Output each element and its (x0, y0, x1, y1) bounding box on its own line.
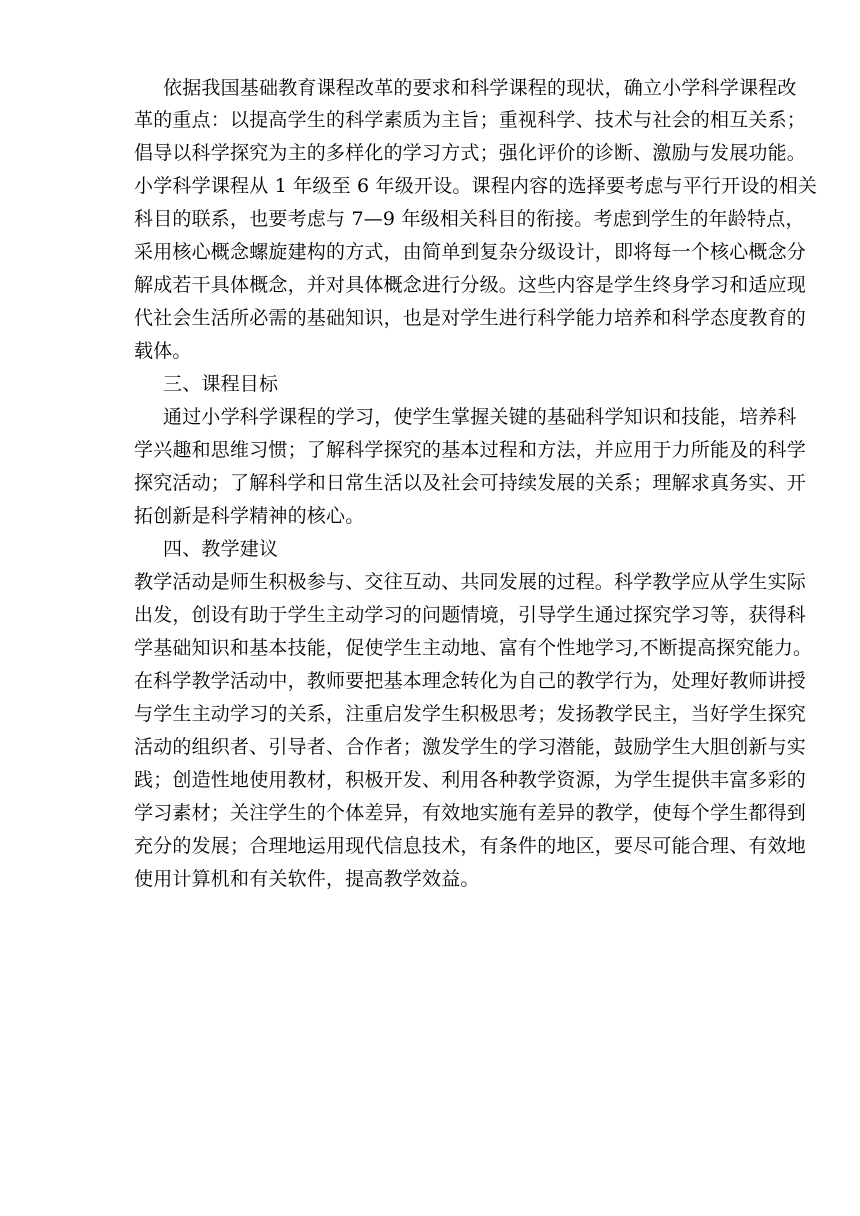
paragraph-line: 通过小学科学课程的学习，使学生掌握关键的基础科学知识和技能，培养科 (163, 406, 797, 428)
paragraph-line: 学兴趣和思维习惯；了解科学探究的基本过程和方法，并应用于力所能及的科学 (134, 439, 807, 461)
paragraph-line: 探究活动；了解科学和日常生活以及社会可持续发展的关系；理解求真务实、开 (134, 472, 807, 494)
section-heading: 四、教学建议 (163, 538, 279, 560)
paragraph-line: 革的重点：以提高学生的科学素质为主旨；重视科学、技术与社会的相互关系； (134, 109, 807, 131)
paragraph-line: 学基础知识和基本技能，促使学生主动地、富有个性地学习,不断提高探究能力。 (134, 637, 813, 659)
paragraph-line: 代社会生活所必需的基础知识，也是对学生进行科学能力培养和科学态度教育的 (134, 307, 807, 329)
paragraph-line: 拓创新是科学精神的核心。 (134, 505, 365, 527)
paragraph-line: 采用核心概念螺旋建构的方式，由简单到复杂分级设计，即将每一个核心概念分 (134, 241, 807, 263)
section-heading: 三、课程目标 (163, 373, 279, 395)
paragraph-line: 出发，创设有助于学生主动学习的问题情境，引导学生通过探究学习等，获得科 (134, 604, 807, 626)
paragraph-line: 科目的联系，也要考虑与 7—9 年级相关科目的衔接。考虑到学生的年龄特点， (134, 208, 805, 230)
paragraph-line: 小学科学课程从 1 年级至 6 年级开设。课程内容的选择要考虑与平行开设的相关 (134, 175, 818, 197)
paragraph-line: 活动的组织者、引导者、合作者；激发学生的学习潜能，鼓励学生大胆创新与实 (134, 736, 807, 758)
paragraph-line: 学习素材；关注学生的个体差异，有效地实施有差异的教学，使每个学生都得到 (134, 802, 807, 824)
paragraph-line: 践；创造性地使用教材，积极开发、利用各种教学资源，为学生提供丰富多彩的 (134, 769, 807, 791)
paragraph-line: 在科学教学活动中，教师要把基本理念转化为自己的教学行为，处理好教师讲授 (134, 670, 807, 692)
paragraph-line: 依据我国基础教育课程改革的要求和科学课程的现状，确立小学科学课程改 (163, 77, 797, 99)
paragraph-line: 教学活动是师生积极参与、交往互动、共同发展的过程。科学教学应从学生实际 (134, 571, 807, 593)
paragraph-line: 载体。 (134, 340, 192, 362)
paragraph-line: 充分的发展；合理地运用现代信息技术，有条件的地区，要尽可能合理、有效地 (134, 835, 807, 857)
paragraph-line: 解成若干具体概念，并对具体概念进行分级。这些内容是学生终身学习和适应现 (134, 274, 807, 296)
paragraph-line: 倡导以科学探究为主的多样化的学习方式；强化评价的诊断、激励与发展功能。 (134, 142, 807, 164)
paragraph-line: 与学生主动学习的关系，注重启发学生积极思考；发扬教学民主，当好学生探究 (134, 703, 807, 725)
paragraph-line: 使用计算机和有关软件，提高教学效益。 (134, 868, 480, 890)
